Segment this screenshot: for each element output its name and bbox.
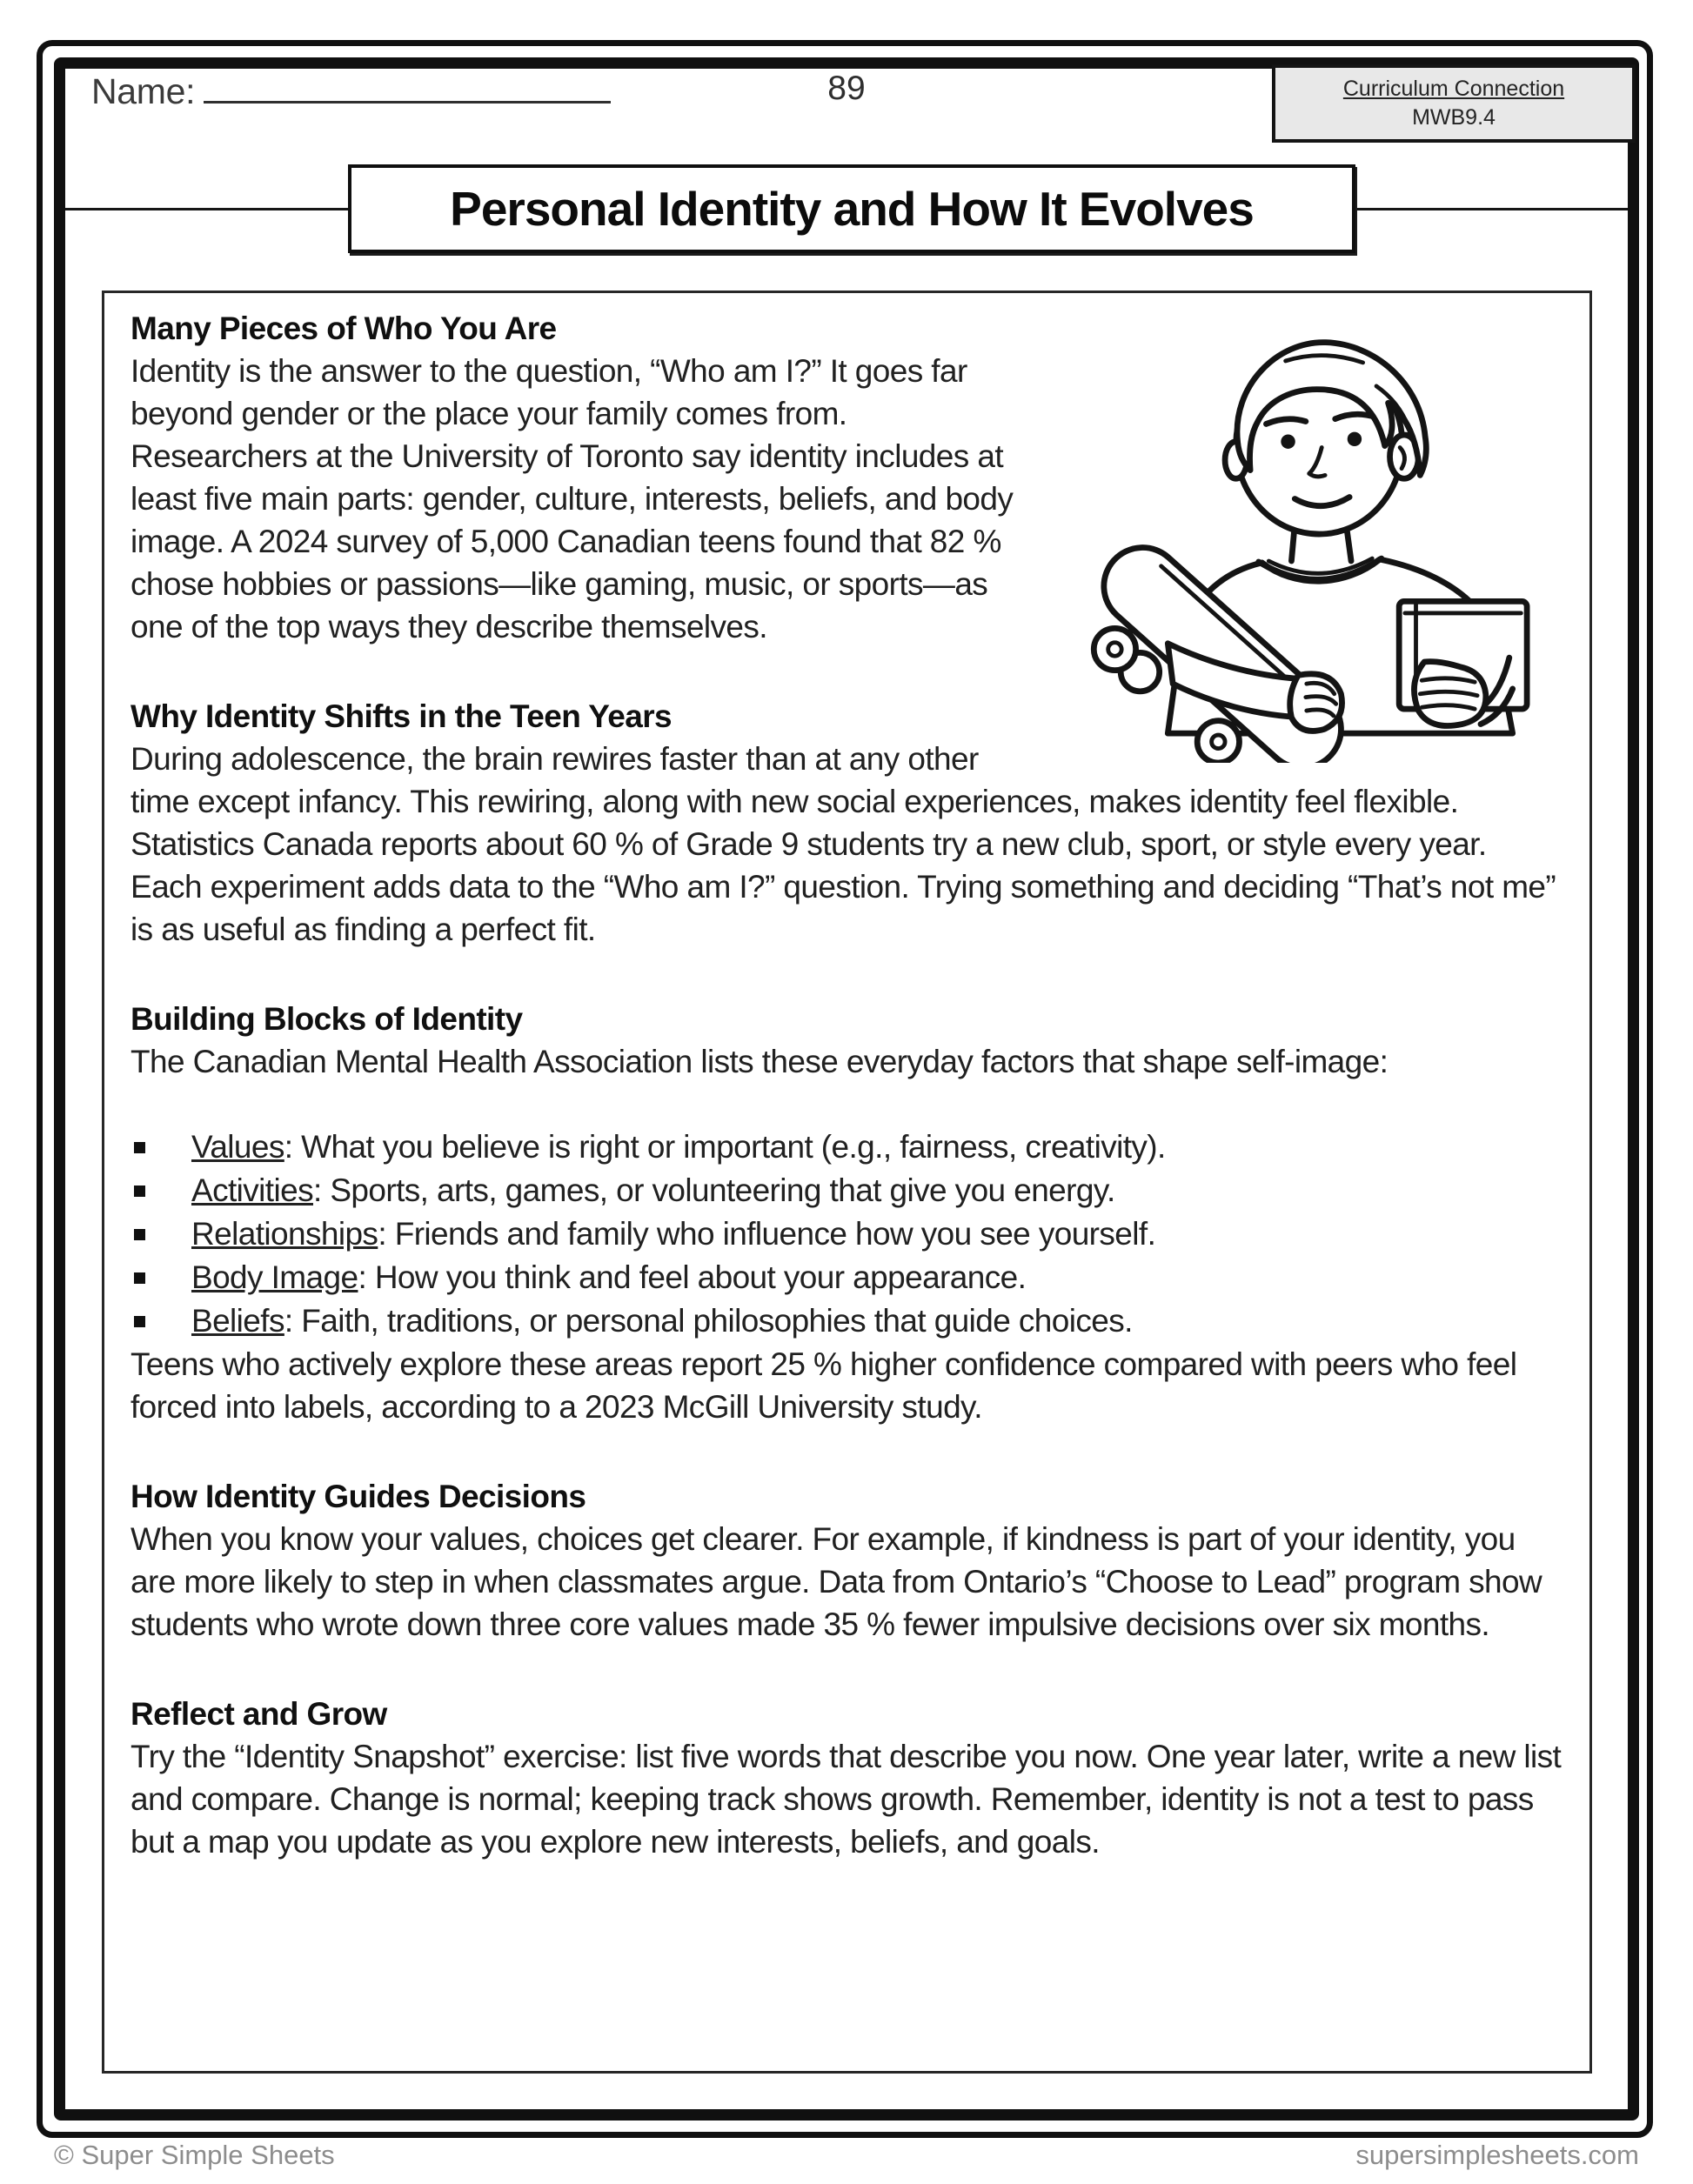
- bullet-square-icon: [134, 1229, 145, 1240]
- footer-website: supersimplesheets.com: [1355, 2140, 1639, 2170]
- section-paragraph: Try the “Identity Snapshot” exercise: list five words that describe you now. One year later, write a new list and compare. Change is normal; keeping track shows growth. Remember, identity is not a test to pass but a map you update as you explore new interests, beliefs, and goals.: [130, 1739, 1562, 1860]
- list-term: Activities: [191, 1172, 313, 1208]
- section-guides-decisions: [130, 1475, 1563, 1646]
- list-term: Relationships: [191, 1216, 378, 1252]
- curriculum-code: MWB9.4: [1412, 105, 1496, 130]
- section-many-pieces: [130, 307, 1563, 648]
- list-item: [130, 1125, 1563, 1169]
- section-heading: Reflect and Grow: [130, 1696, 387, 1732]
- section-heading: How Identity Guides Decisions: [130, 1479, 586, 1514]
- list-item: [130, 1256, 1563, 1299]
- page-number: 89: [827, 70, 866, 107]
- list-item: [130, 1169, 1563, 1212]
- list-desc: : Friends and family who influence how you see yourself.: [378, 1216, 1156, 1252]
- section-paragraph: Identity is the answer to the question, “Who am I?” It goes far beyond gender or the place your family comes from. Researchers at the University of Toronto say identity includes at least five main parts: gender, culture, interests, beliefs, and body image. A 2024 survey of 5,000 Canadian teens found that 82 % chose hobbies or passions—like gaming, music, or sports—as one of the top ways they describe themselves.: [130, 353, 1014, 645]
- boy-skateboard-book-illustration: [1041, 309, 1563, 773]
- list-item: [130, 1212, 1563, 1256]
- list-item: [130, 1299, 1563, 1343]
- list-term: Values: [191, 1129, 284, 1165]
- section-heading: Many Pieces of Who You Are: [130, 311, 557, 346]
- section-paragraph: Teens who actively explore these areas report 25 % higher confidence compared with peers who feel forced into labels, according to a 2023 McGill University study.: [130, 1346, 1517, 1425]
- section-building-blocks: [130, 998, 1563, 1428]
- bullet-square-icon: [134, 1272, 145, 1284]
- identity-factors-list: [130, 1125, 1563, 1343]
- list-desc: : Sports, arts, games, or volunteering that give you energy.: [312, 1172, 1115, 1208]
- name-label: Name:: [91, 71, 196, 111]
- section-paragraph: The Canadian Mental Health Association lists these everyday factors that shape self-image:: [130, 1044, 1389, 1079]
- section-heading: Building Blocks of Identity: [130, 1001, 523, 1037]
- section-heading: Why Identity Shifts in the Teen Years: [130, 698, 673, 734]
- bullet-square-icon: [134, 1186, 145, 1197]
- section-paragraph: During adolescence, the brain rewires faster than at any other time except infancy. This rewiring, along with new social experiences, makes identity feel flexible. Statistics Canada reports about 60 % of Grade 9 students try a new club, sport, or style every year. Each experiment adds data to the “Who am I?” question. Trying something and deciding “That’s not me” is as useful as finding a perfect fit.: [130, 741, 1556, 947]
- bullet-square-icon: [134, 1316, 145, 1327]
- section-paragraph: When you know your values, choices get clearer. For example, if kindness is part of your identity, you are more likely to step in when classmates argue. Data from Ontario’s “Choose to Lead” program show students who wrote down three core values made 35 % fewer impulsive decisions over six months.: [130, 1521, 1542, 1642]
- page-title: Personal Identity and How It Evolves: [348, 164, 1355, 253]
- list-desc: : How you think and feel about your appearance.: [358, 1259, 1027, 1295]
- list-desc: : Faith, traditions, or personal philosophies that guide choices.: [284, 1303, 1133, 1339]
- curriculum-title: Curriculum Connection: [1342, 77, 1565, 101]
- list-term: Body Image: [191, 1259, 358, 1295]
- worksheet-content-box: [102, 291, 1592, 2074]
- list-term: Beliefs: [191, 1303, 284, 1339]
- bullet-square-icon: [134, 1142, 145, 1153]
- footer-copyright: © Super Simple Sheets: [54, 2140, 335, 2170]
- list-desc: : What you believe is right or important (e.g., fairness, creativity).: [284, 1129, 1166, 1165]
- section-reflect-grow: [130, 1693, 1563, 1863]
- curriculum-connection-box: [1272, 64, 1636, 143]
